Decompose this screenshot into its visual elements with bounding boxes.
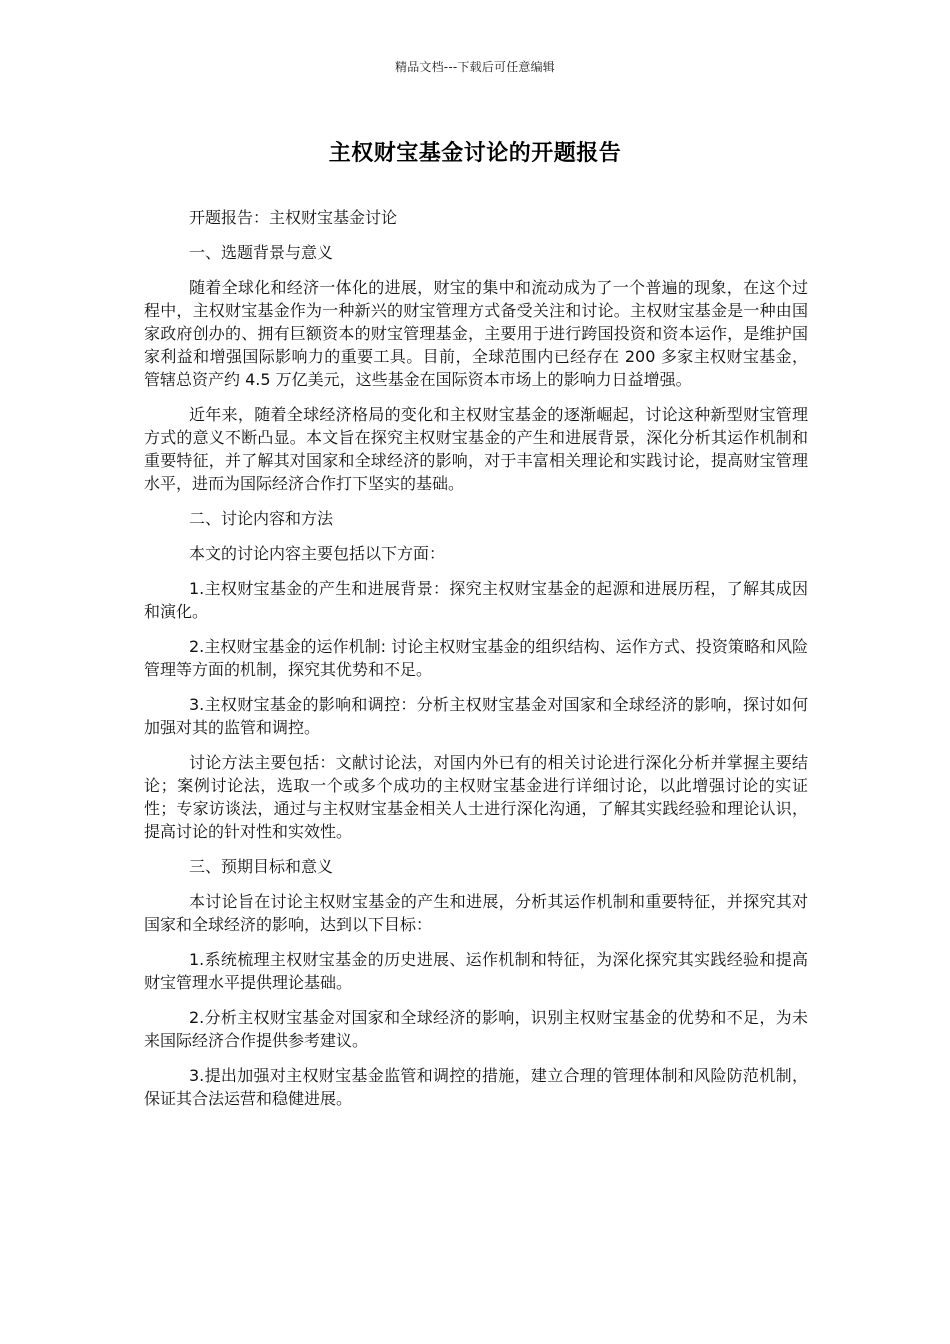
section-heading-goals: 三、预期目标和意义 [189, 857, 334, 876]
document-title: 主权财宝基金讨论的开题报告 [328, 141, 622, 166]
section-heading-background: 一、选题背景与意义 [189, 243, 334, 262]
list-item-goal-2: 2.分析主权财宝基金对国家和全球经济的影响，识别主权财宝基金的优势和不足，为未来国际经济合作提供参考建议。 [144, 1008, 808, 1050]
paragraph-background-1: 随着全球化和经济一体化的进展，财宝的集中和流动成为了一个普遍的现象，在这个过程中，主权财宝基金作为一种新兴的财宝管理方式备受关注和讨论。主权财宝基金是一种由国家政府创办的、拥有巨额资本的财宝管理基金，主要用于进行跨国投资和资本运作，是维护国家利益和增强国际影响力的重要工具。目前，全球范围内已经存在 200 多家主权财宝基金，管辖总资产约 4.5 万亿美元，这些基金在国际资本市场上的影响力日益增强。 [144, 278, 808, 389]
report-label: 开题报告：主权财宝基金讨论 [189, 208, 398, 227]
header-note: 精品文档---下载后可任意编辑 [395, 60, 555, 74]
paragraph-content-intro: 本文的讨论内容主要包括以下方面： [189, 544, 446, 563]
document-body [144, 206, 808, 1122]
paragraph-background-2: 近年来，随着全球经济格局的变化和主权财宝基金的逐渐崛起，讨论这种新型财宝管理方式的意义不断凸显。本文旨在探究主权财宝基金的产生和进展背景，深化分析其运作机制和重要特征，并了解其对国家和全球经济的影响，对于丰富相关理论和实践讨论，提高财宝管理水平，进而为国际经济合作打下坚实的基础。 [144, 405, 808, 493]
list-item-content-1: 1.主权财宝基金的产生和进展背景：探究主权财宝基金的起源和进展历程，了解其成因和演化。 [144, 579, 808, 621]
list-item-goal-1: 1.系统梳理主权财宝基金的历史进展、运作机制和特征，为深化探究其实践经验和提高财宝管理水平提供理论基础。 [144, 950, 808, 992]
list-item-content-2: 2.主权财宝基金的运作机制: 讨论主权财宝基金的组织结构、运作方式、投资策略和风险管理等方面的机制，探究其优势和不足。 [144, 637, 808, 679]
paragraph-goals-intro: 本讨论旨在讨论主权财宝基金的产生和进展，分析其运作机制和重要特征，并探究其对国家和全球经济的影响，达到以下目标： [144, 892, 808, 934]
paragraph-methods: 讨论方法主要包括：文献讨论法，对国内外已有的相关讨论进行深化分析并掌握主要结论；案例讨论法，选取一个或多个成功的主权财宝基金进行详细讨论，以此增强讨论的实证性；专家访谈法，通过与主权财宝基金相关人士进行深化沟通，了解其实践经验和理论认识，提高讨论的针对性和实效性。 [144, 753, 808, 841]
section-heading-content-method: 二、讨论内容和方法 [189, 509, 334, 528]
list-item-content-3: 3.主权财宝基金的影响和调控：分析主权财宝基金对国家和全球经济的影响，探讨如何加强对其的监管和调控。 [144, 695, 808, 737]
list-item-goal-3: 3.提出加强对主权财宝基金监管和调控的措施，建立合理的管理体制和风险防范机制，保证其合法运营和稳健进展。 [144, 1066, 808, 1108]
